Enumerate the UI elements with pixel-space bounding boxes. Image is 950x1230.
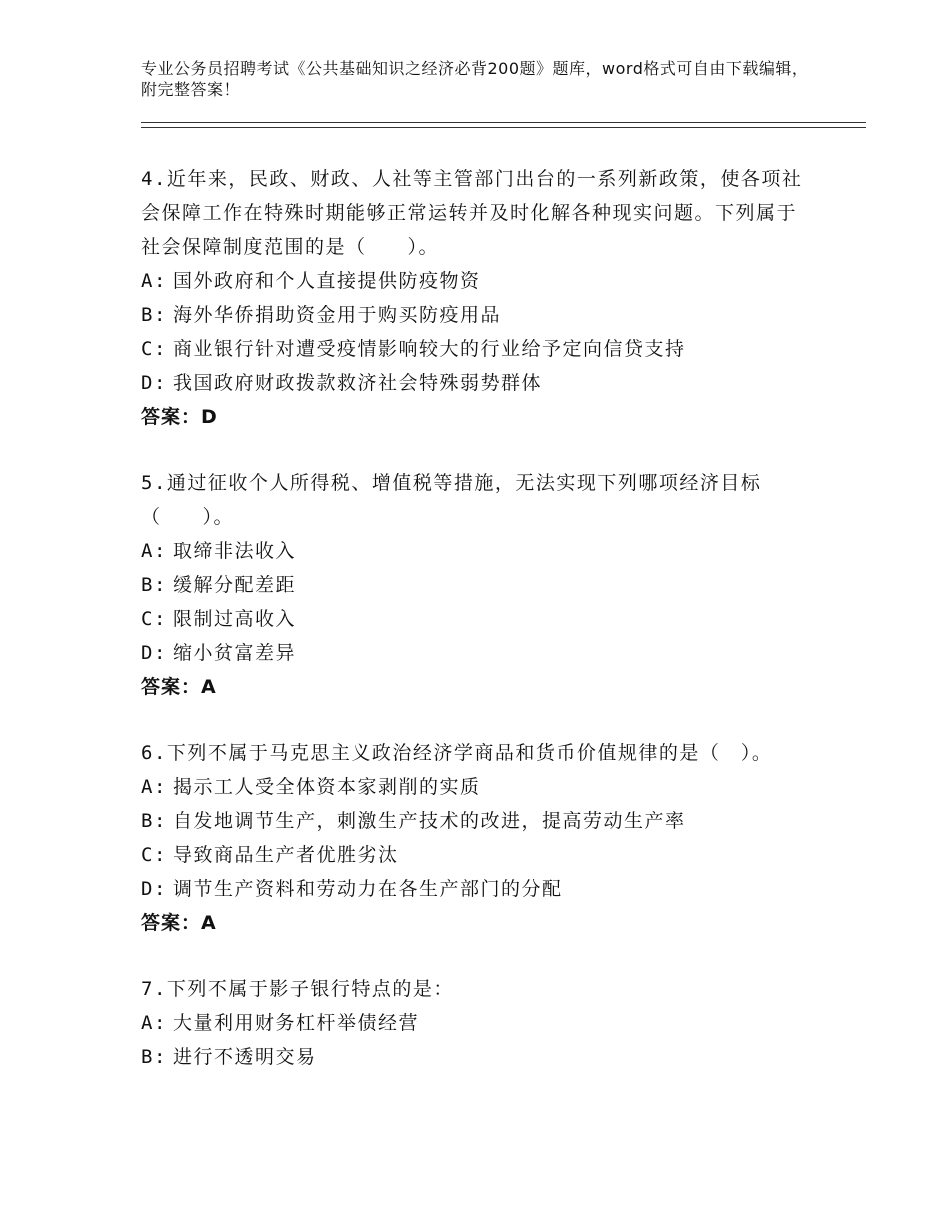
option-a <box>141 264 806 298</box>
option-text: 取缔非法收入 <box>173 540 297 562</box>
option-letter: A: <box>141 270 167 292</box>
option-letter: C: <box>141 608 167 630</box>
question-stem: 7.下列不属于影子银行特点的是： <box>141 978 454 1000</box>
option-letter: A: <box>141 1012 167 1034</box>
option-c <box>141 602 806 636</box>
option-text: 缓解分配差距 <box>173 574 297 596</box>
option-b <box>141 1040 806 1074</box>
option-letter: C: <box>141 844 167 866</box>
question-4 <box>141 162 806 434</box>
option-text: 调节生产资料和劳动力在各生产部门的分配 <box>173 878 563 900</box>
option-letter: B: <box>141 810 167 832</box>
question-list <box>141 162 806 1106</box>
option-letter: B: <box>141 1046 167 1068</box>
option-text: 自发地调节生产，刺激生产技术的改进，提高劳动生产率 <box>173 810 686 832</box>
option-letter: B: <box>141 304 167 326</box>
option-text: 揭示工人受全体资本家剥削的实质 <box>173 776 481 798</box>
option-text: 导致商品生产者优胜劣汰 <box>173 844 399 866</box>
option-c <box>141 838 806 872</box>
option-text: 限制过高收入 <box>173 608 297 630</box>
option-letter: C: <box>141 338 167 360</box>
option-letter: A: <box>141 540 167 562</box>
option-text: 海外华侨捐助资金用于购买防疫用品 <box>173 304 502 326</box>
option-a <box>141 770 806 804</box>
option-b <box>141 568 806 602</box>
header-divider <box>141 122 866 128</box>
option-b <box>141 804 806 838</box>
option-letter: B: <box>141 574 167 596</box>
option-letter: D: <box>141 372 167 394</box>
question-stem: 4.近年来，民政、财政、人社等主管部门出台的一系列新政策，使各项社会保障工作在特殊时期能够正常运转并及时化解各种现实问题。下列属于社会保障制度范围的是（ ）。 <box>141 168 803 258</box>
question-6 <box>141 736 806 940</box>
answer-label: 答案：A <box>141 676 217 698</box>
answer-label: 答案：D <box>141 406 218 428</box>
question-7 <box>141 972 806 1074</box>
option-letter: D: <box>141 878 167 900</box>
option-text: 国外政府和个人直接提供防疫物资 <box>173 270 481 292</box>
option-text: 大量利用财务杠杆举债经营 <box>173 1012 420 1034</box>
option-c <box>141 332 806 366</box>
header-text: 专业公务员招聘考试《公共基础知识之经济必背200题》题库，word格式可自由下载编辑，附完整答案！ <box>141 59 809 99</box>
option-text: 进行不透明交易 <box>173 1046 317 1068</box>
question-5 <box>141 466 806 704</box>
option-d <box>141 872 806 906</box>
question-stem: 6.下列不属于马克思主义政治经济学商品和货币价值规律的是（ ）。 <box>141 742 773 764</box>
option-text: 我国政府财政拨款救济社会特殊弱势群体 <box>173 372 543 394</box>
option-letter: D: <box>141 642 167 664</box>
option-d <box>141 636 806 670</box>
option-text: 缩小贫富差异 <box>173 642 297 664</box>
option-letter: A: <box>141 776 167 798</box>
option-b <box>141 298 806 332</box>
option-d <box>141 366 806 400</box>
option-a <box>141 534 806 568</box>
option-a <box>141 1006 806 1040</box>
question-stem: 5.通过征收个人所得税、增值税等措施，无法实现下列哪项经济目标（ ）。 <box>141 472 762 528</box>
option-text: 商业银行针对遭受疫情影响较大的行业给予定向信贷支持 <box>173 338 686 360</box>
document-header <box>141 58 821 100</box>
answer-label: 答案：A <box>141 912 217 934</box>
